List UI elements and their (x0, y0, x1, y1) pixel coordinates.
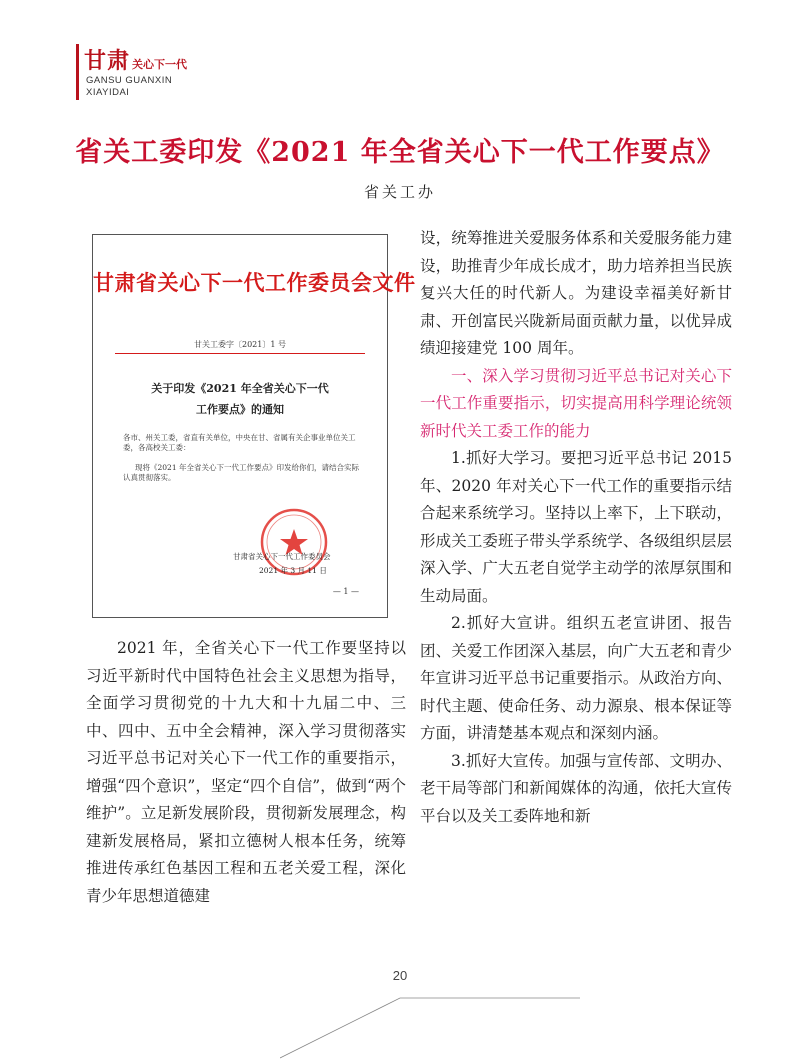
document-subject-line2: 工作要点》的通知 (196, 403, 284, 416)
list-item-lecture: 2.抓好大宣讲。组织五老宣讲团、报告团、关爱工作团深入基层，向广大五老和青少年宣讲习近平总书记重要指示。从政治方向、时代主题、使命任务、动力源泉、根本保证等方面，讲清楚基本观点和深刻内涵。 (420, 614, 732, 742)
document-page-mark: — 1 — (332, 587, 359, 596)
document-signature: 甘肃省关心下一代工作委员会 (233, 552, 331, 561)
notice-document-image (92, 234, 416, 618)
left-column (86, 635, 406, 910)
brand-divider (76, 44, 79, 100)
right-column (420, 225, 732, 830)
document-subject-line1: 关于印发《2021 年全省关心下一代 (151, 382, 329, 395)
footer-decorative-line (280, 990, 580, 1060)
document-body-instruction: 现将《2021 年全省关心下一代工作要点》印发给你们，请结合实际认真贯彻落实。 (123, 463, 359, 482)
document-header: 甘肃省关心下一代工作委员会文件 (93, 270, 416, 295)
document-number: 甘关工委字〔2021〕1 号 (194, 340, 286, 349)
magazine-brand (62, 38, 262, 108)
page-number: 20 (392, 968, 408, 983)
article-author: 省关工办 (363, 183, 436, 201)
intro-paragraph-continued: 设，统筹推进关爱服务体系和关爱服务能力建设，助推青少年成长成才，助力培养担当民族复兴大任的时代新人。为建设幸福美好新甘肃、开创富民兴陇新局面贡献力量，以优异成绩迎接建党 100 周年。 (420, 229, 732, 357)
document-body-addressees: 各市、州关工委，省直有关单位，中央在甘、省属有关企事业单位关工委，各高校关工委： (123, 433, 356, 452)
intro-paragraph: 2021 年，全省关心下一代工作要坚持以习近平新时代中国特色社会主义思想为指导，全面学习贯彻党的十九大和十九届二中、三中、四中、五中全会精神，深入学习贯彻落实习近平总书记对关心下一代工作的重要指示，增强“四个意识”，坚定“四个自信”，做到“两个维护”。立足新发展阶段，贯彻新发展理念，构建新发展格局，紧扣立德树人根本任务，统筹推进传承红色基因工程和五老关爱工程，深化青少年思想道德建 (86, 639, 406, 905)
brand-name-small: 关心下一代 (132, 58, 188, 71)
section-heading-1: 一、深入学习贯彻习近平总书记对关心下一代工作重要指示，切实提高用科学理论统领新时代关工委工作的能力 (420, 366, 732, 440)
brand-english-line1: GANSU GUANXIN (86, 75, 173, 86)
article-title: 省关工委印发《2021 年全省关心下一代工作要点》 (75, 137, 725, 168)
document-red-rule (115, 353, 365, 354)
list-item-publicity: 3.抓好大宣传。加强与宣传部、文明办、老干局等部门和新闻媒体的沟通，依托大宣传平台以及关工委阵地和新 (420, 751, 732, 825)
brand-logo-text (84, 44, 187, 75)
brand-english-line2: XIAYIDAI (86, 87, 130, 98)
list-item-study: 1.抓好大学习。要把习近平总书记 2015 年、2020 年对关心下一代工作的重要指示结合起来系统学习。坚持以上率下，上下联动，形成关工委班子带头学系统学、各级组织层层深入学、广大五老自觉学主动学的浓厚氛围和生动局面。 (420, 449, 732, 605)
brand-name-big: 甘肃 (84, 48, 131, 74)
document-date: 2021 年 3 月 11 日 (259, 566, 327, 575)
